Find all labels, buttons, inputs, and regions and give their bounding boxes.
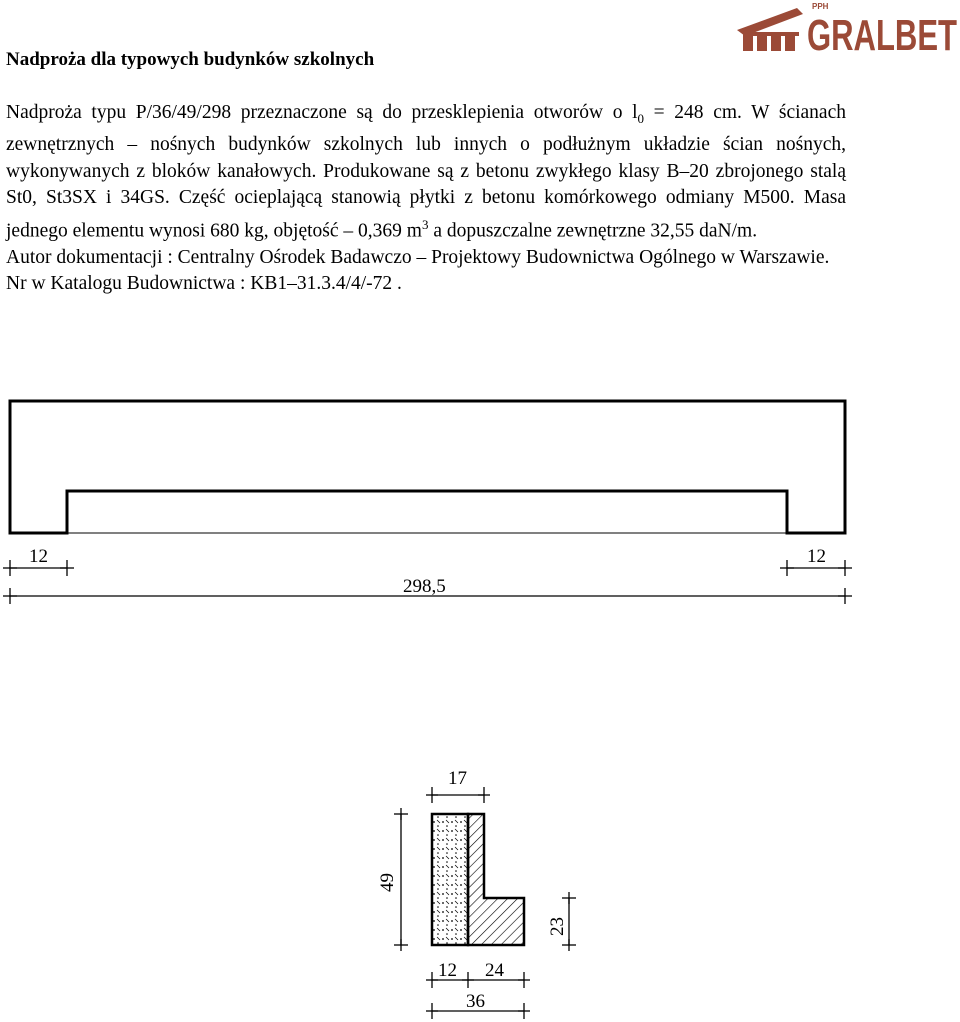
section-dim-top: 17 [448, 768, 467, 789]
description-superscript: 3 [421, 216, 429, 232]
lintel-elevation [10, 401, 845, 533]
dim-total: 298,5 [403, 576, 446, 597]
dim-left: 12 [29, 546, 48, 567]
description-part-a: Nadproża typu P/36/49/298 przeznaczone są do przesklepienia otworów o l [6, 102, 638, 123]
logo-name: GRALBET [807, 11, 958, 54]
author-line: Autor dokumentacji : Centralny Ośrodek Badawczo – Projektowy Budownictwa Ogólnego w Warszawie. [6, 246, 830, 268]
catalog-line: Nr w Katalogu Budownictwa : KB1–31.3.4/4/-72 . [6, 273, 402, 295]
description-part-b: = 248 cm. W ścianach zewnętrznych – nośnych budynków szkolnych lub innych o podłużnym układzie ścian nośnych, wykonywanych z bloków kanałowych. Produkowane są z betonu zwykłego klasy B–20 zbrojonego stalą St0, St3SX i 34GS. Część ocieplającą stanowią płytki z betonu komórkowego odmiany M500. Masa jednego elementu wynosi 680 kg, objętość – 0,369 m [6, 102, 846, 242]
section-dim-bottom-left: 12 [438, 960, 457, 981]
page-title: Nadproża dla typowych budynków szkolnych [6, 49, 375, 70]
description-part-c: a dopuszczalne zewnętrzne 32,55 daN/m. [428, 220, 758, 242]
section-dim-width: 36 [466, 991, 485, 1012]
description-subscript: 0 [637, 110, 645, 126]
lintel-cross-section [432, 814, 524, 945]
section-dim-bottom-right: 24 [485, 960, 504, 981]
section-dim-height: 49 [377, 873, 398, 892]
logo-small-text: PPH [812, 2, 829, 11]
section-dim-step: 23 [547, 917, 568, 936]
dim-right: 12 [807, 546, 826, 567]
